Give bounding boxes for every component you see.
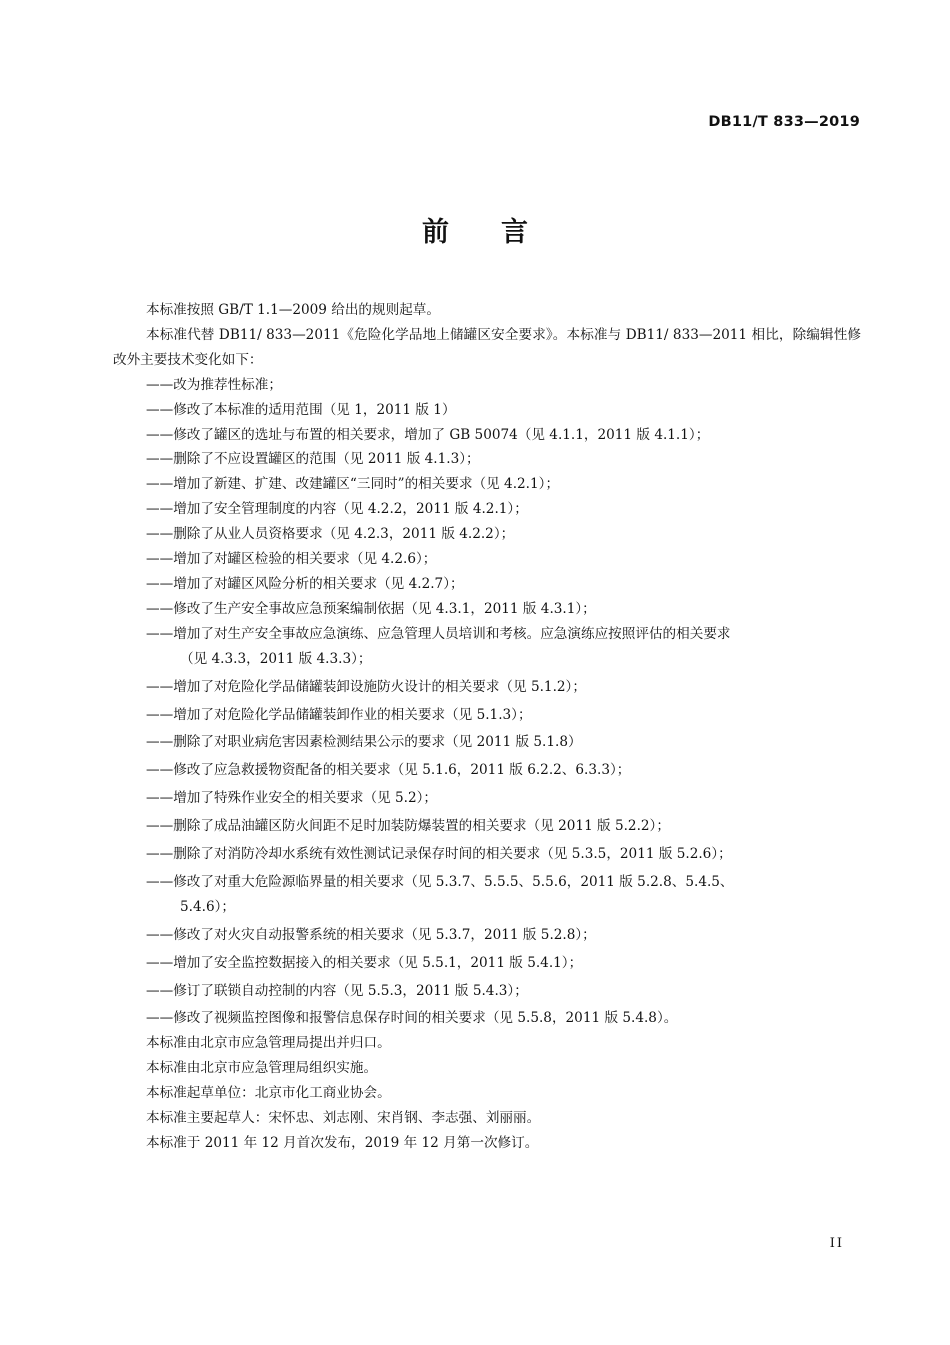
change-item-text: ——增加了安全管理制度的内容（见 4.2.2，2011 版 4.2.1）； — [146, 501, 528, 518]
change-item — [113, 979, 861, 1004]
closing-paragraph: 本标准由北京市应急管理局组织实施。 — [146, 1060, 378, 1077]
change-item-text: ——增加了对危险化学品储罐装卸设施防火设计的相关要求（见 5.1.2）； — [146, 678, 586, 695]
change-item-text: ——修改了生产安全事故应急预案编制依据（见 4.3.1，2011 版 4.3.1）； — [146, 600, 596, 617]
change-item-continuation: 5.4.6）； — [180, 898, 235, 915]
change-item — [113, 870, 861, 920]
change-item — [113, 786, 861, 811]
change-item — [113, 814, 861, 839]
change-item — [113, 472, 861, 497]
page-title: 前言 — [422, 217, 580, 248]
change-item — [113, 447, 861, 472]
change-item — [113, 951, 861, 976]
change-item — [113, 522, 861, 547]
change-item — [113, 842, 861, 867]
change-item-text: ——修改了应急救援物资配备的相关要求（见 5.1.6，2011 版 6.2.2、6.3.3）； — [146, 762, 631, 779]
paragraph-replaces: 本标准代替 DB11/ 833—2011《危险化学品地上储罐区安全要求》。本标准与 DB11/ 833—2011 相比，除编辑性修改外主要技术变化如下： — [113, 326, 861, 368]
change-item-text: ——修订了联锁自动控制的内容（见 5.5.3，2011 版 5.4.3）； — [146, 982, 528, 999]
closing-paragraph: 本标准于 2011 年 12 月首次发布，2019 年 12 月第一次修订。 — [146, 1135, 539, 1151]
change-item — [113, 730, 861, 755]
closing-paragraph: 本标准由北京市应急管理局提出并归口。 — [146, 1035, 391, 1052]
change-item-continuation: （见 4.3.3，2011 版 4.3.3）； — [180, 650, 372, 667]
closing-paragraph: 本标准起草单位：北京市化工商业协会。 — [146, 1085, 391, 1102]
change-item-text: ——增加了特殊作业安全的相关要求（见 5.2）； — [146, 790, 438, 807]
change-item-text: ——修改了本标准的适用范围（见 1，2011 版 1） — [146, 401, 456, 418]
change-item-text: ——修改了罐区的选址与布置的相关要求，增加了 GB 50074（见 4.1.1，2011 版 4.1.1）； — [146, 426, 710, 443]
change-item-text: ——修改了视频监控图像和报警信息保存时间的相关要求（见 5.5.8，2011 版 5.4.8）。 — [146, 1010, 678, 1027]
closing-paragraph: 本标准主要起草人：宋怀忠、刘志刚、宋肖钢、李志强、刘丽丽。 — [146, 1110, 541, 1127]
change-item — [113, 758, 861, 783]
change-item-text: ——增加了对罐区风险分析的相关要求（见 4.2.7）； — [146, 575, 464, 592]
change-item — [113, 373, 861, 398]
change-item-text: ——增加了安全监控数据接入的相关要求（见 5.5.1，2011 版 5.4.1）； — [146, 954, 583, 971]
change-item-text: ——删除了对消防冷却水系统有效性测试记录保存时间的相关要求（见 5.3.5，2011 版 5.2.6）； — [146, 846, 732, 863]
change-item-text: ——增加了对罐区检验的相关要求（见 4.2.6）； — [146, 551, 437, 568]
change-item — [113, 622, 861, 672]
change-item — [113, 923, 861, 948]
change-item-text: ——删除了成品油罐区防火间距不足时加装防爆装置的相关要求（见 2011 版 5.2.2）； — [146, 818, 670, 835]
change-item-text: ——增加了对危险化学品储罐装卸作业的相关要求（见 5.1.3）； — [146, 706, 532, 723]
change-item-text: ——删除了不应设置罐区的范围（见 2011 版 4.1.3）； — [146, 451, 480, 468]
change-item — [113, 597, 861, 622]
change-item — [113, 398, 861, 423]
change-item-text: ——增加了新建、扩建、改建罐区“三同时”的相关要求（见 4.2.1）； — [146, 476, 560, 493]
change-item-text: ——删除了从业人员资格要求（见 4.2.3，2011 版 4.2.2）； — [146, 526, 515, 543]
standard-code: DB11/T 833—2019 — [708, 114, 860, 130]
change-item — [113, 1006, 861, 1031]
change-item — [113, 675, 861, 700]
closing-paragraphs — [113, 1031, 861, 1156]
change-item — [113, 572, 861, 597]
change-item — [113, 423, 861, 448]
page-number: II — [829, 1236, 844, 1251]
change-item — [113, 497, 861, 522]
foreword-body — [113, 298, 861, 1156]
change-item-text: ——改为推荐性标准； — [146, 376, 282, 393]
change-item-text: ——修改了对火灾自动报警系统的相关要求（见 5.3.7，2011 版 5.2.8）； — [146, 926, 596, 943]
change-item-text: ——修改了对重大危险源临界量的相关要求（见 5.3.7、5.5.5、5.5.6，2011 版 5.2.8、5.4.5、 — [146, 873, 734, 890]
change-item — [113, 703, 861, 728]
change-item — [113, 547, 861, 572]
paragraph-drafting-rules: 本标准按照 GB/T 1.1—2009 给出的规则起草。 — [146, 302, 440, 318]
change-item-text: ——删除了对职业病危害因素检测结果公示的要求（见 2011 版 5.1.8） — [146, 734, 582, 751]
changes-list — [113, 373, 861, 1032]
change-item-text: ——增加了对生产安全事故应急演练、应急管理人员培训和考核。应急演练应按照评估的相关要求 — [146, 625, 731, 642]
